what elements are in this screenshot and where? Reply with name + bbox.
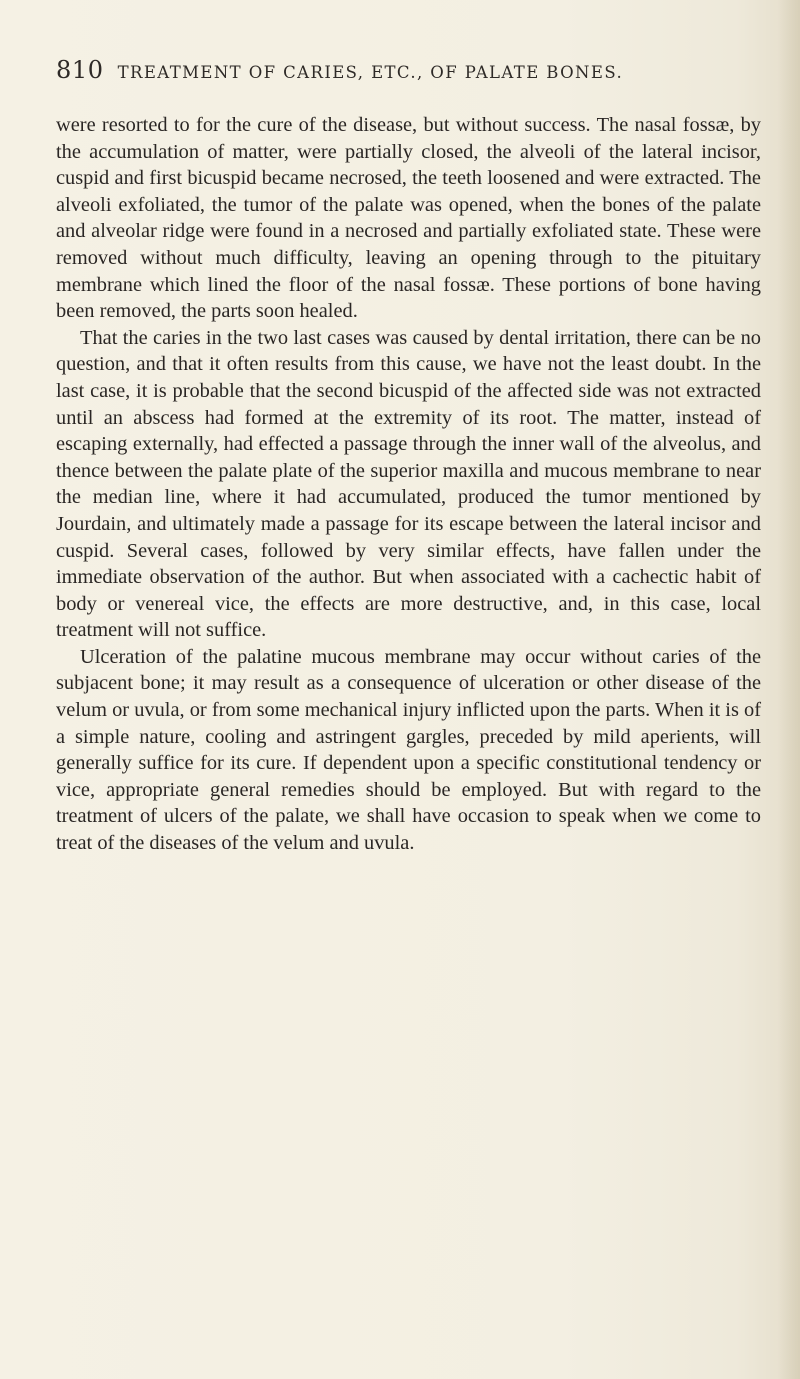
running-title: TREATMENT OF CARIES, ETC., OF PALATE BONES. <box>117 63 624 82</box>
running-header <box>56 56 756 86</box>
paragraph-continued: were resorted to for the cure of the disease, but without success. The nasal fossæ, by the accumulation of matter, were partially closed, the alveoli of the lateral incisor, cuspid and first bicuspid became necrosed, the teeth loosened and were extracted. The alveoli exfoliated, the tumor of the palate was opened, when the bones of the palate and alveolar ridge were found in a necrosed and partially exfoliated state. These were removed without much difficulty, leaving an opening through to the pituitary membrane which lined the floor of the nasal fossæ. These portions of bone having been removed, the parts soon healed. <box>56 114 761 323</box>
page-number: 810 <box>56 56 104 84</box>
paragraph-dental-irritation: That the caries in the two last cases was caused by dental irritation, there can be no question, and that it often results from this cause, we have not the least doubt. In the last case, it is probable that the second bicuspid of the affected side was not extracted until an abscess had formed at the extremity of its root. The matter, instead of escaping externally, had effected a passage through the inner wall of the alveolus, and thence between the palate plate of the superior maxilla and mucous membrane to near the median line, where it had accumulated, produced the tumor mentioned by Jourdain, and ultimately made a passage for its escape between the lateral incisor and cuspid. Several cases, followed by very similar effects, have fallen under the immediate observation of the author. But when associated with a cachectic habit of body or venereal vice, the effects are more destructive, and, in this case, local treatment will not suffice. <box>56 326 761 642</box>
body-text <box>56 112 761 857</box>
page-edge-shadow <box>778 0 800 1379</box>
paragraph-ulceration: Ulceration of the palatine mucous membrane may occur without caries of the subjacent bone; it may result as a consequence of ulceration or other disease of the velum or uvula, or from some mechanical injury inflicted upon the parts. When it is of a simple nature, cooling and astringent gargles, preceded by mild aperients, will generally suffice for its cure. If dependent upon a specific constitutional tendency or vice, appropriate general remedies should be employed. But with regard to the treatment of ulcers of the palate, we shall have occasion to speak when we come to treat of the diseases of the velum and uvula. <box>56 645 761 855</box>
